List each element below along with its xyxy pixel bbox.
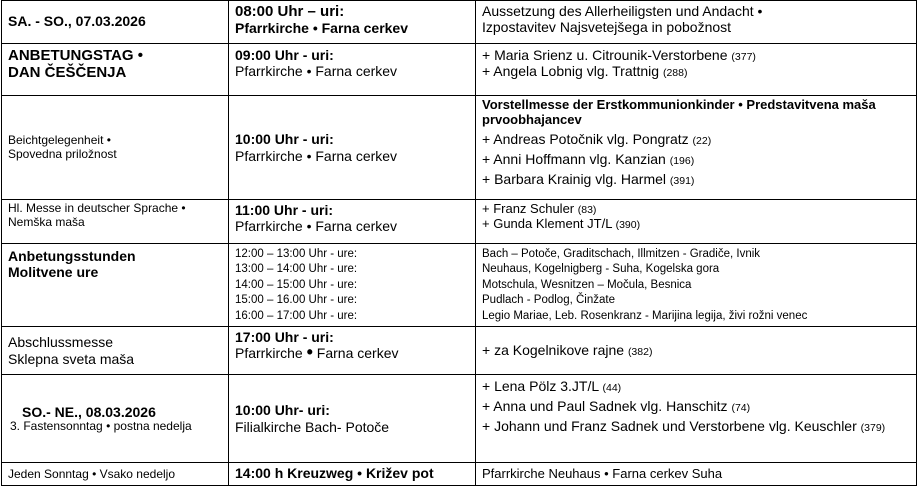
intention-cell [476, 375, 917, 463]
intention-cell [476, 327, 917, 375]
intention-number: (83) [577, 204, 597, 216]
intention-name: + Gunda Klement JT/L [482, 215, 612, 231]
time-label: 10:00 Uhr - uri: [235, 131, 334, 148]
intention-number: (288) [662, 67, 688, 80]
date-subtitle: 3. Fastensonntag • postna nedelja [10, 418, 192, 433]
church-label: Pfarrkirche • Farna cerkev [235, 63, 398, 80]
church-label: Pfarrkirche • Farna cerkev [235, 20, 409, 37]
schedule-row [2, 44, 917, 96]
church-label [235, 342, 469, 363]
date-label: SA. - SO., 07.03.2026 [8, 12, 146, 29]
group-text: Pudlach - Podlog, Činžate [482, 294, 615, 307]
time-cell [229, 244, 476, 327]
intention-name: + Franz Schuler [482, 201, 575, 216]
group-text: Motschula, Wesnitzen – Močula, Besnica [482, 278, 692, 291]
info-text: Jeden Sonntag • Vsako nedeljo [8, 467, 175, 482]
mass-heading: Vorstellmesse der Erstkommunionkinder • Predstavitvena maša prvoobhajancev [482, 97, 876, 127]
mass-schedule-table [1, 0, 917, 486]
day-title: DAN ČEŠČENJA [8, 64, 127, 82]
intention-text: Izpostavitev Najsvetejšega in pobožnost [482, 19, 732, 36]
info-cell [2, 200, 229, 244]
info-text: Sklepna sveta maša [8, 350, 135, 367]
date-cell [2, 1, 229, 44]
time-cell [229, 1, 476, 44]
hour-slot: 13:00 – 14:00 Uhr - ure: [235, 263, 358, 276]
bullet-separator: • [306, 342, 313, 363]
location-text: Pfarrkirche Neuhaus • Farna cerkev Suha [482, 466, 723, 482]
date-cell [2, 375, 229, 463]
section-title: Molitvene ure [8, 264, 99, 281]
intention-name: + Andreas Potočnik vlg. Pongratz [482, 130, 689, 147]
intention-item [482, 151, 910, 167]
intention-name: + Maria Srienz u. Citrounik-Verstorbene [482, 47, 728, 63]
schedule-row [2, 1, 917, 44]
time-label: 08:00 Uhr – uri: [235, 3, 345, 20]
church-name-de: Pfarrkirche [235, 345, 303, 362]
intention-number: (390) [615, 218, 641, 231]
church-label: Pfarrkirche • Farna cerkev [235, 218, 398, 235]
intention-cell [476, 200, 917, 244]
schedule-row [2, 375, 917, 463]
intention-item [482, 418, 910, 434]
intention-item [482, 63, 910, 79]
intention-number: (391) [669, 175, 695, 188]
intention-name: + za Kogelnikove rajne [482, 342, 625, 359]
intention-cell [476, 44, 917, 96]
section-title: Anbetungsstunden [8, 248, 136, 264]
intention-cell [476, 1, 917, 44]
time-cell [229, 200, 476, 244]
schedule-row [2, 200, 917, 244]
group-text: Neuhaus, Kogelnigberg - Suha, Kogelska gora [482, 263, 720, 276]
church-name-sl: Farna cerkev [316, 345, 399, 362]
intention-item [482, 131, 910, 147]
time-cell [229, 463, 476, 486]
intention-number: (196) [669, 154, 695, 167]
intention-item [482, 47, 910, 63]
schedule-row [2, 327, 917, 375]
church-label: Pfarrkirche • Farna cerkev [235, 147, 398, 164]
time-cell [229, 44, 476, 96]
intention-number: (379) [860, 422, 886, 435]
info-text: Spovedna priložnost [8, 146, 117, 161]
time-cell [229, 327, 476, 375]
intention-item [482, 398, 910, 414]
location-cell [476, 463, 917, 486]
group-text: Bach – Potoče, Graditschach, Illmitzen - Gradiče, Ivnik [482, 248, 761, 260]
hour-slot: 16:00 – 17:00 Uhr - ure: [235, 309, 358, 322]
time-label: 10:00 Uhr- uri: [235, 402, 330, 419]
info-text: Hl. Messe in deutscher Sprache • [8, 201, 186, 215]
intention-number: (44) [602, 382, 622, 395]
intention-number: (74) [731, 402, 751, 415]
hour-slot: 14:00 – 15:00 Uhr - ure: [235, 278, 358, 291]
intention-number: (377) [731, 51, 756, 63]
intention-item [482, 378, 910, 394]
intention-name: + Johann und Franz Sadnek und Verstorbene vlg. Keuschler [482, 418, 857, 435]
time-label: 09:00 Uhr - uri: [235, 47, 334, 63]
day-title: ANBETUNGSTAG • [8, 47, 143, 64]
intention-item [482, 217, 910, 232]
church-label: Filialkirche Bach- Potoče [235, 418, 390, 435]
schedule-row [2, 244, 917, 327]
info-cell [2, 327, 229, 375]
hour-slot: 15:00 – 16.00 Uhr - ure: [235, 294, 358, 307]
hour-slot: 12:00 – 13:00 Uhr - ure: [235, 248, 358, 260]
intention-item [482, 202, 910, 217]
intention-cell [476, 96, 917, 200]
info-text: Nemška maša [8, 214, 85, 229]
intention-name: + Anna und Paul Sadnek vlg. Hanschitz [482, 398, 728, 415]
intention-number: (22) [692, 134, 712, 147]
intention-name: + Lena Pölz 3.JT/L [482, 378, 599, 395]
intention-number: (382) [627, 346, 653, 359]
day-title-cell [2, 44, 229, 96]
day-title-cell [2, 244, 229, 327]
group-cell [476, 244, 917, 327]
intention-name: + Angela Lobnig vlg. Trattnig [482, 63, 660, 80]
intention-item [482, 342, 910, 358]
intention-name: + Anni Hoffmann vlg. Kanzian [482, 150, 666, 167]
info-text: Beichtgelegenheit • [8, 132, 111, 147]
schedule-row [2, 463, 917, 486]
info-cell [2, 96, 229, 200]
time-cell [229, 375, 476, 463]
intention-name: + Barbara Krainig vlg. Harmel [482, 171, 667, 188]
group-text: Legio Mariae, Leb. Rosenkranz - Marijina legija, živi rožni venec [482, 309, 808, 322]
schedule-row [2, 96, 917, 200]
time-label: 14:00 h Kreuzweg • Križev pot [235, 465, 434, 482]
info-text: Abschlussmesse [8, 334, 114, 351]
intention-text: Aussetzung des Allerheiligsten und Andacht • [482, 3, 763, 19]
time-label: 17:00 Uhr - uri: [235, 329, 334, 346]
date-label: SO.- NE., 08.03.2026 [22, 403, 156, 420]
intention-item [482, 171, 910, 187]
info-cell [2, 463, 229, 486]
time-cell [229, 96, 476, 200]
time-label: 11:00 Uhr - uri: [235, 202, 334, 218]
